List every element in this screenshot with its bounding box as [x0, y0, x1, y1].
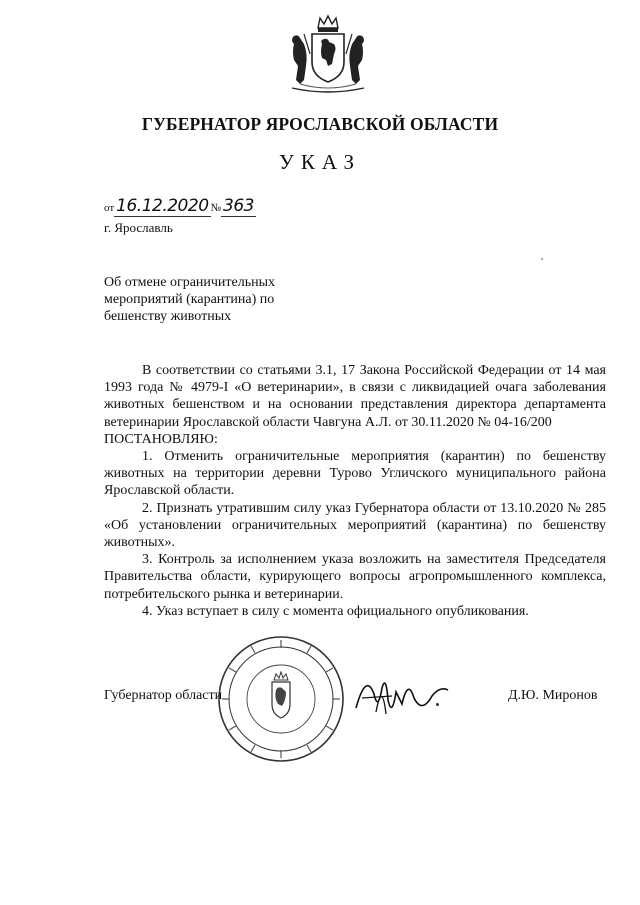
number-sign: № — [210, 202, 222, 214]
decree-word: ПОСТАНОВЛЯЮ: — [104, 431, 218, 447]
ink-mark — [436, 703, 439, 706]
signatory-title: Губернатор области — [104, 688, 223, 703]
decree-item: 1. Отменить ограничительные мероприятия (карантин) по бешенству животных на территории деревни Турово Угличского муниципального района Ярославской области. — [104, 449, 606, 499]
decree-item: 3. Контроль за исполнением указа возложить на заместителя Председателя Правительства области, курирующего вопросы агропромышленного комплекса, потребительского рынка и ветеринарии. — [104, 552, 606, 602]
document-subject — [104, 274, 275, 325]
handwritten-signature-icon — [352, 668, 452, 723]
coat-of-arms-icon — [282, 14, 374, 96]
subject-line: Об отмене ограничительных — [104, 275, 276, 290]
document-city: г. Ярославль — [104, 220, 173, 235]
document-date: 16.12.2020 — [116, 196, 209, 216]
document-type: УКАЗ — [278, 150, 362, 174]
decree-item: 2. Признать утратившим силу указ Губернатора области от 13.10.2020 № 285 «Об установлении ограничительных мероприятий (карантина) по бешенству животных». — [104, 500, 606, 551]
document-dateline — [104, 196, 256, 216]
official-seal-icon — [216, 634, 346, 764]
preamble-paragraph: В соответствии со статьями 3.1, 17 Закона Российской Федерации от 14 мая 1993 года № 4979-I «О ветеринарии», в связи с ликвидацией очага заболевания животных бешенством и на основании представления директора департамента ветеринарии Ярославской области Чавгуна А.Л. от 30.11.2020 № 04-16/200 — [104, 363, 606, 430]
document-body — [104, 362, 606, 620]
subject-line: бешенству животных — [104, 309, 232, 324]
scan-speck — [541, 258, 543, 260]
decree-item: 4. Указ вступает в силу с момента официального опубликования. — [142, 603, 529, 619]
signatory-name: Д.Ю. Миронов — [508, 688, 598, 703]
date-prefix: от — [104, 202, 115, 214]
subject-line: мероприятий (карантина) по — [104, 292, 275, 307]
document-number: 363 — [223, 196, 254, 216]
issuing-authority: ГУБЕРНАТОР ЯРОСЛАВСКОЙ ОБЛАСТИ — [141, 114, 499, 134]
